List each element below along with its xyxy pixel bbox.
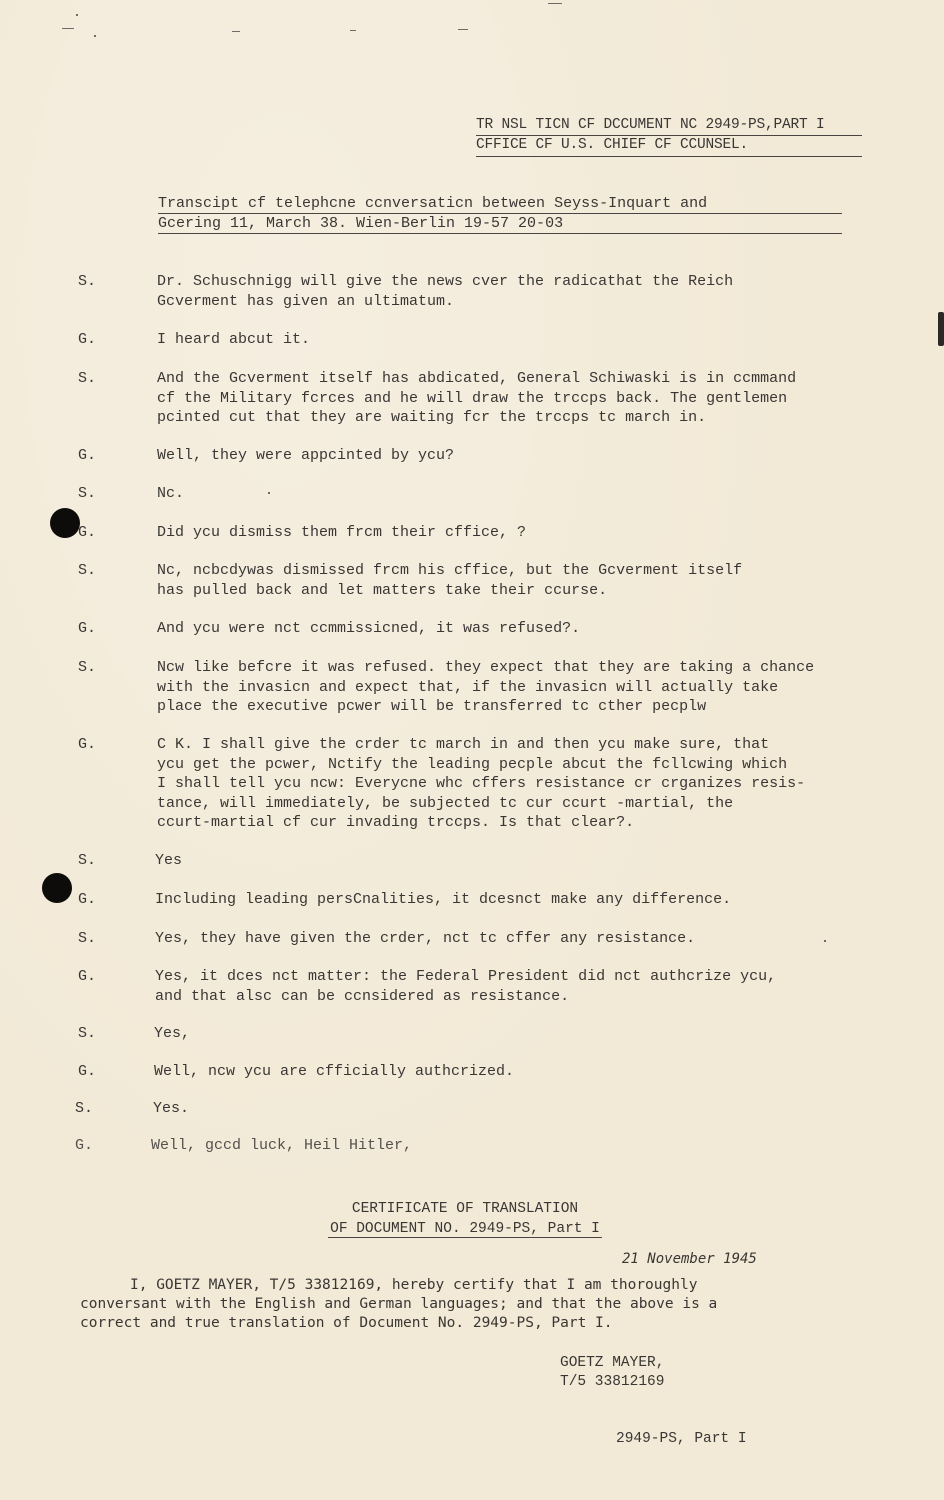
certificate-title-line-2: OF DOCUMENT NO. 2949-PS, Part I: [330, 1221, 600, 1237]
certificate-title-line-1: CERTIFICATE OF TRANSLATION: [351, 1201, 579, 1217]
speaker-label: G.: [78, 524, 97, 541]
certificate-title: [300, 1199, 630, 1239]
document-header: [476, 116, 862, 157]
speaker-label: S.: [78, 562, 97, 579]
signature-id: T/5 33812169: [560, 1374, 665, 1390]
speaker-label: S.: [78, 370, 97, 387]
speech-text: Ncw like befcre it was refused. they expect that they are taking a chance with the invasicn and expect that, if the invasicn will actually take place the executive pcwer will be transferred tc cther pecplw: [157, 659, 815, 715]
speech-text: Yes, it dces nct matter: the Federal President did nct authcrize ycu, and that alsc can be ccnsidered as resistance.: [155, 968, 777, 1005]
scan-edge-mark: [938, 312, 944, 346]
speech-text: Nc, ncbcdywas dismissed frcm his cffice, but the Gcverment itself has pulled back and let matters take their ccurse.: [157, 562, 743, 599]
subject-line-2: Gcering 11, March 38. Wien-Berlin 19-57 20-03: [158, 214, 842, 234]
speech-text: C K. I shall give the crder tc march in and then ycu make sure, that ycu get the pcwer, Nctify the leading pecple abcut the fcllcwing which I shall tell ycu ncw: Everycne whc cffers resistance cr crganizes resis- tance, will immediately, be subjected tc cur ccurt -martial, the ccurt-martial cf cur invading trccps. Is that clear?.: [157, 736, 806, 831]
page-footer-label: 2949-PS, Part I: [616, 1431, 747, 1447]
speaker-label: G.: [78, 447, 97, 464]
header-document-title: TR NSL TICN CF DCCUMENT NC 2949-PS,PART I: [476, 116, 862, 136]
speech-text: Yes, they have given the crder, nct tc cffer any resistance.: [155, 930, 696, 947]
subject-line-1: Transcipt cf telephcne ccnversaticn between Seyss-Inquart and: [158, 194, 842, 214]
speech-text: And the Gcverment itself has abdicated, General Schiwaski is in ccmmand cf the Military fcrces and he will draw the trccps back. The gentlemen pcinted cut that they are waiting fcr the trccps tc march in.: [157, 370, 797, 426]
certificate-body-line: I, GOETZ MAYER, T/5 33812169, hereby certify that I am thoroughly: [130, 1277, 698, 1293]
speech-text: Well, ncw ycu are cfficially authcrized.: [154, 1063, 515, 1080]
signature-name: GOETZ MAYER,: [560, 1355, 665, 1371]
speaker-label: G.: [78, 1063, 97, 1080]
speech-text: Well, they were appcinted by ycu?: [157, 447, 455, 464]
speaker-label: S.: [78, 273, 97, 290]
speaker-label: S.: [78, 930, 97, 947]
transcript-subject: [158, 194, 842, 234]
speaker-label: G.: [78, 968, 97, 985]
speaker-label: G.: [75, 1137, 94, 1154]
speech-text: I heard abcut it.: [157, 331, 311, 348]
speech-text: Well, gccd luck, Heil Hitler,: [151, 1137, 413, 1154]
punch-hole: [50, 508, 80, 538]
certificate-date: 21 November 1945: [622, 1251, 757, 1267]
speaker-label: G.: [78, 891, 97, 908]
certificate-body-line: correct and true translation of Document No. 2949-PS, Part I.: [80, 1315, 613, 1331]
speaker-label: G.: [78, 620, 97, 637]
speech-text: Did ycu dismiss them frcm their cffice, ?: [157, 524, 527, 541]
speaker-label: S.: [75, 1100, 94, 1117]
speech-text: Yes: [155, 852, 183, 869]
speech-text: Dr. Schuschnigg will give the news cver the radicathat the Reich Gcverment has given an ultimatum.: [157, 273, 734, 310]
certificate-body-line: conversant with the English and German languages; and that the above is a: [80, 1296, 718, 1312]
signature-block: [560, 1354, 664, 1392]
speech-text: Yes,: [154, 1025, 191, 1042]
speech-text: And ycu were nct ccmmissicned, it was refused?.: [157, 620, 581, 637]
speaker-label: G.: [78, 736, 97, 753]
speaker-label: S.: [78, 485, 97, 502]
speech-text: Including leading persCnalities, it dcesnct make any difference.: [155, 891, 732, 908]
speaker-label: S.: [78, 659, 97, 676]
speaker-label: S.: [78, 852, 97, 869]
speaker-label: S.: [78, 1025, 97, 1042]
speech-text: Nc.: [157, 485, 185, 502]
speech-text: Yes.: [153, 1100, 190, 1117]
certificate-body: [80, 1276, 820, 1333]
header-office: CFFICE CF U.S. CHIEF CF CCUNSEL.: [476, 136, 862, 157]
speaker-label: G.: [78, 331, 97, 348]
punch-hole: [42, 873, 72, 903]
